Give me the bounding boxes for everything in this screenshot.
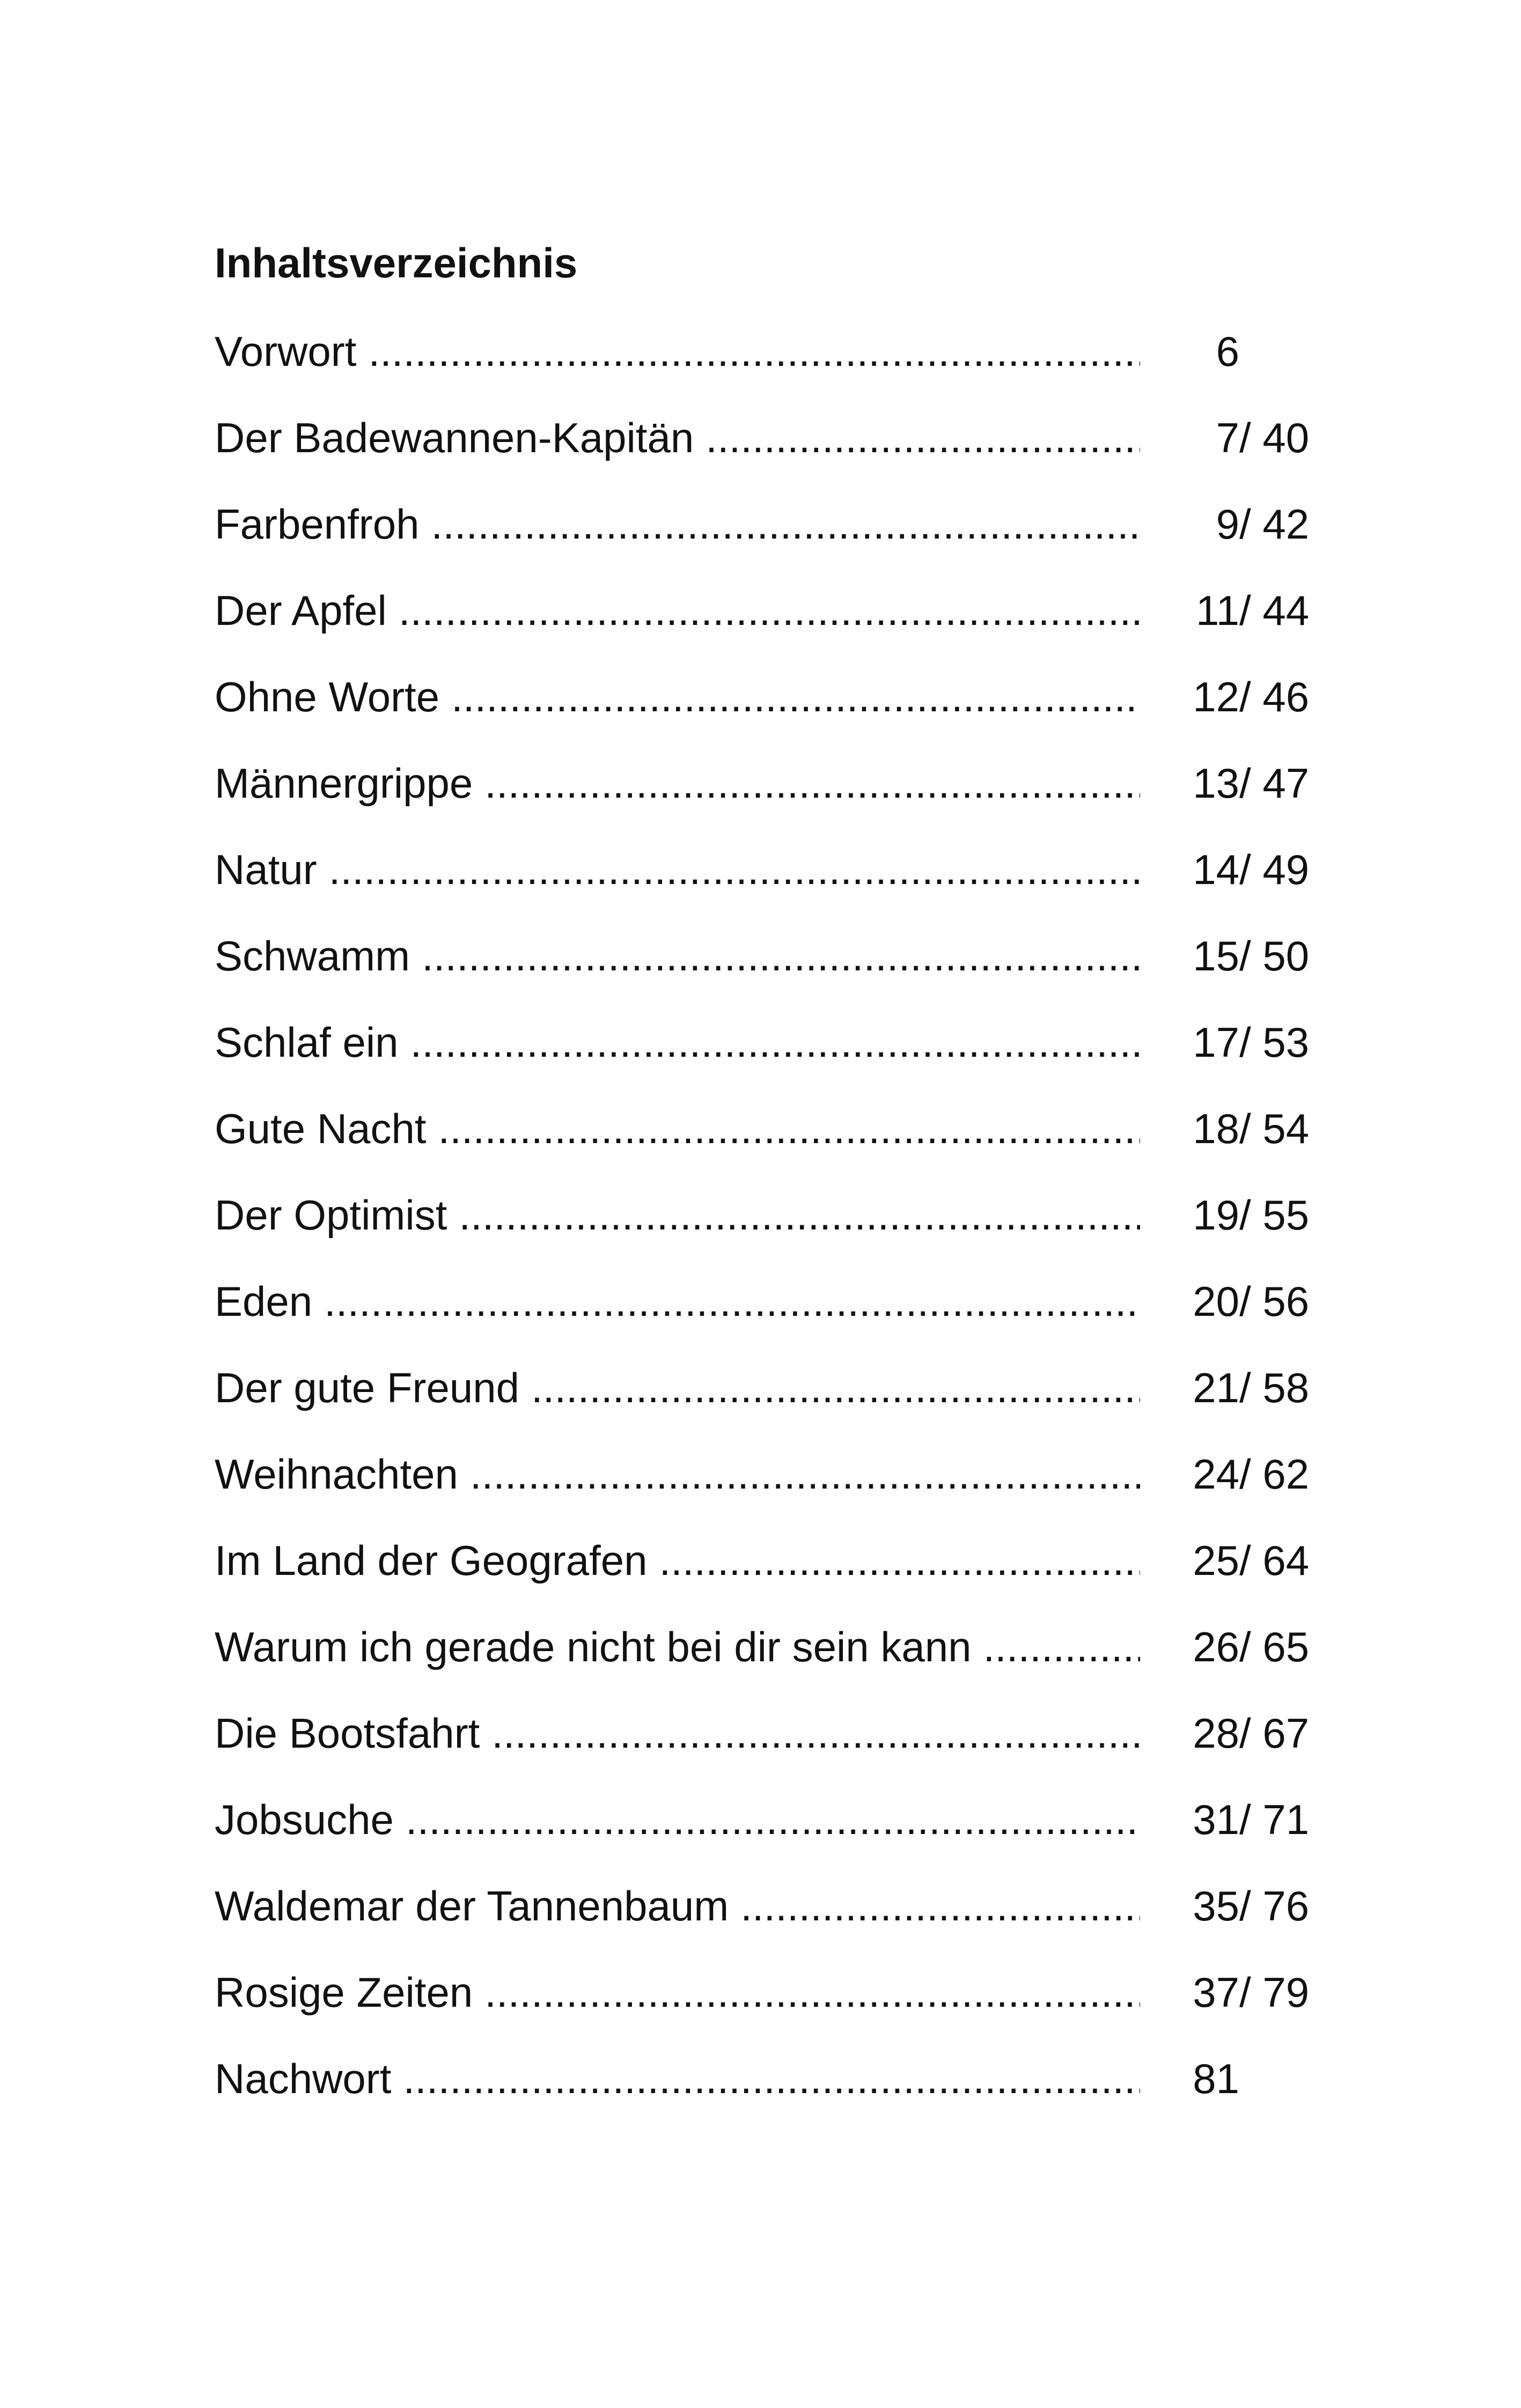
dot-leader (451, 670, 1140, 724)
toc-entry (215, 670, 1341, 756)
toc-entry-title: Weihnachten (215, 1450, 458, 1498)
toc-entry-second-page-number: / 56 (1239, 1278, 1310, 1325)
toc-entry-title: Natur (215, 846, 317, 893)
toc-entry-second-page-number: / 67 (1239, 1710, 1310, 1757)
toc-entry-page-number: 18 (1193, 1105, 1239, 1152)
toc-entry-title: Gute Nacht (215, 1105, 427, 1152)
dot-leader (706, 411, 1140, 465)
toc-entry-page-number: 26 (1193, 1623, 1239, 1670)
toc-entry-title-with-leader (215, 1015, 1140, 1069)
toc-entry (215, 843, 1341, 929)
toc-entry-second-page-number: / 55 (1239, 1191, 1310, 1239)
toc-entry-title-with-leader (215, 1965, 1140, 2019)
dot-leader (406, 1793, 1140, 1846)
toc-entry-page-number: 19 (1193, 1191, 1239, 1239)
toc-entry-title: Die Bootsfahrt (215, 1710, 480, 1757)
toc-entry-page-number: 6 (1216, 328, 1239, 375)
toc-entry-second-page-number: / 54 (1239, 1105, 1310, 1152)
toc-entry-title-with-leader (215, 411, 1140, 465)
toc-entry-title: Schwamm (215, 932, 410, 980)
toc-entry-title-with-leader (215, 1879, 1140, 1933)
toc-entry-page-number: 17 (1193, 1019, 1239, 1066)
toc-entry-second-page-number: / 62 (1239, 1450, 1310, 1498)
dot-leader (399, 584, 1140, 637)
dot-leader (659, 1534, 1140, 1587)
toc-entry (215, 497, 1341, 584)
toc-entry (215, 1879, 1341, 1965)
toc-entry-page-number: 13 (1193, 760, 1239, 807)
toc-entry (215, 1275, 1341, 1361)
toc-entry-second-page-number: / 40 (1239, 414, 1310, 461)
toc-entry-title: Vorwort (215, 328, 357, 375)
toc-entry (215, 1015, 1341, 1102)
toc-entry-title: Jobsuche (215, 1796, 394, 1843)
toc-entry-second-page-number: / 50 (1239, 932, 1310, 980)
toc-entry-title-with-leader (215, 1534, 1140, 1587)
toc-entry-title-with-leader (215, 1275, 1140, 1328)
toc-entry-title: Warum ich gerade nicht bei dir sein kann (215, 1623, 972, 1670)
toc-entry-title: Schlaf ein (215, 1019, 399, 1066)
toc-entry-title: Ohne Worte (215, 673, 440, 720)
toc-entry (215, 411, 1341, 497)
toc-entry-title-with-leader (215, 1102, 1140, 1155)
toc-entry-title-with-leader (215, 929, 1140, 983)
toc-entry-title-with-leader (215, 1447, 1140, 1501)
toc-entry-title: Nachwort (215, 2055, 392, 2102)
dot-leader (438, 1102, 1140, 1155)
dot-leader (410, 1015, 1140, 1069)
toc-entry-second-page-number: / 44 (1239, 587, 1310, 634)
dot-leader (329, 843, 1140, 896)
dot-leader (531, 1361, 1140, 1415)
toc-entry-page-number: 12 (1193, 673, 1239, 720)
dot-leader (324, 1275, 1140, 1328)
dot-leader (740, 1879, 1140, 1933)
toc-entry-page-number: 11 (1196, 587, 1239, 634)
dot-leader (368, 325, 1140, 378)
toc-entry-title: Der gute Freund (215, 1364, 519, 1411)
toc-entry-page-number: 81 (1193, 2055, 1239, 2102)
toc-entry-page-number: 15 (1193, 932, 1239, 980)
toc-entry-second-page-number: / 53 (1239, 1019, 1310, 1066)
toc-entry-title-with-leader (215, 325, 1140, 378)
toc-entry-second-page-number: / 79 (1239, 1969, 1310, 2016)
toc-entry-title-with-leader (215, 2052, 1140, 2105)
toc-entry-title-with-leader (215, 670, 1140, 724)
dot-leader (459, 1188, 1140, 1242)
toc-entry-second-page-number: / 65 (1239, 1623, 1310, 1670)
toc-entry (215, 1188, 1341, 1275)
toc-entry-title-with-leader (215, 1188, 1140, 1242)
table-of-contents (215, 325, 1341, 2138)
dot-leader (431, 497, 1140, 551)
toc-entry (215, 1706, 1341, 1793)
toc-entry (215, 2052, 1341, 2138)
dot-leader (403, 2052, 1140, 2105)
dot-leader (470, 1447, 1140, 1501)
toc-entry-page-number: 14 (1193, 846, 1239, 893)
dot-leader (484, 1965, 1140, 2019)
toc-entry-title: Der Optimist (215, 1191, 447, 1239)
toc-entry (215, 1620, 1341, 1706)
toc-entry-title: Farbenfroh (215, 500, 420, 548)
toc-entry (215, 1793, 1341, 1879)
page-title: Inhaltsverzeichnis (215, 239, 578, 286)
toc-entry-page-number: 24 (1193, 1450, 1239, 1498)
toc-entry (215, 929, 1341, 1015)
toc-entry-second-page-number: / 46 (1239, 673, 1310, 720)
toc-entry-second-page-number: / 42 (1239, 500, 1310, 548)
toc-entry-title-with-leader (215, 756, 1140, 810)
dot-leader (484, 756, 1140, 810)
toc-entry-second-page-number: / 47 (1239, 760, 1310, 807)
toc-entry-page-number: 21 (1193, 1364, 1239, 1411)
toc-entry-title: Im Land der Geografen (215, 1537, 648, 1584)
toc-entry-page-number: 9 (1216, 500, 1239, 548)
toc-entry-title-with-leader (215, 1620, 1140, 1674)
toc-entry-second-page-number: / 76 (1239, 1882, 1310, 1930)
toc-entry-page-number: 7 (1216, 414, 1239, 461)
toc-entry-page-number: 25 (1193, 1537, 1239, 1584)
toc-entry-second-page-number: / 71 (1239, 1796, 1310, 1843)
toc-entry (215, 1361, 1341, 1447)
toc-entry-title-with-leader (215, 497, 1140, 551)
toc-entry-title-with-leader (215, 584, 1140, 637)
toc-entry-page-number: 31 (1193, 1796, 1239, 1843)
toc-entry-title: Männergrippe (215, 760, 473, 807)
toc-entry (215, 1447, 1341, 1534)
toc-entry-title-with-leader (215, 1793, 1140, 1846)
toc-entry (215, 325, 1341, 411)
toc-entry-title: Rosige Zeiten (215, 1969, 473, 2016)
dot-leader (422, 929, 1140, 983)
toc-entry-title: Eden (215, 1278, 313, 1325)
toc-entry-second-page-number: / 58 (1239, 1364, 1310, 1411)
dot-leader (983, 1620, 1140, 1674)
toc-entry-page-number: 28 (1193, 1710, 1239, 1757)
toc-entry-title: Der Badewannen-Kapitän (215, 414, 694, 461)
toc-entry-title: Der Apfel (215, 587, 387, 634)
toc-entry-page-number: 20 (1193, 1278, 1239, 1325)
toc-entry-title-with-leader (215, 1706, 1140, 1760)
toc-entry-title: Waldemar der Tannenbaum (215, 1882, 729, 1930)
toc-entry-title-with-leader (215, 1361, 1140, 1415)
toc-entry (215, 756, 1341, 843)
dot-leader (491, 1706, 1140, 1760)
toc-entry-second-page-number: / 64 (1239, 1537, 1310, 1584)
toc-entry-second-page-number: / 49 (1239, 846, 1310, 893)
toc-entry (215, 1534, 1341, 1620)
toc-entry-page-number: 35 (1193, 1882, 1239, 1930)
toc-entry-page-number: 37 (1193, 1969, 1239, 2016)
toc-entry (215, 584, 1341, 670)
toc-entry-title-with-leader (215, 843, 1140, 896)
toc-entry (215, 1965, 1341, 2052)
toc-entry (215, 1102, 1341, 1188)
